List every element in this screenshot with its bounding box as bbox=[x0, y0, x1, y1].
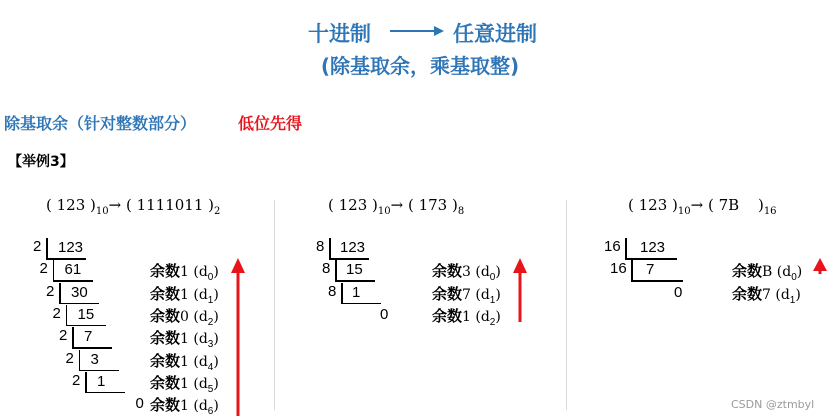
remainder-value: 1 (d bbox=[462, 308, 490, 325]
remainder-prefix: 余数 bbox=[432, 285, 463, 303]
quotient: 7 bbox=[84, 328, 93, 346]
remainder-prefix: 余数 bbox=[150, 285, 181, 303]
low-to-high-arrow-icon bbox=[230, 258, 246, 418]
division-bracket bbox=[79, 370, 119, 372]
quotient: 0 bbox=[135, 395, 144, 413]
digit-index: 5 bbox=[207, 383, 214, 395]
quotient: 15 bbox=[346, 261, 363, 279]
remainder-close: ) bbox=[213, 286, 219, 303]
remainder-prefix: 余数 bbox=[150, 307, 181, 325]
division-bracket bbox=[85, 392, 125, 394]
source-number: 123 bbox=[338, 196, 368, 214]
remainder-label bbox=[150, 350, 219, 373]
quotient: 123 bbox=[58, 239, 84, 256]
remainder-prefix: 余数 bbox=[432, 307, 463, 325]
remainder-value: 1 (d bbox=[180, 375, 208, 392]
remainder-close: ) bbox=[495, 264, 501, 281]
remainder-value: 1 (d bbox=[180, 286, 208, 303]
division-bracket bbox=[329, 238, 331, 258]
digit-index: 1 bbox=[207, 294, 214, 306]
digit-index: 0 bbox=[489, 272, 496, 284]
quotient: 123 bbox=[640, 239, 666, 256]
remainder-label bbox=[150, 394, 219, 417]
remainder-prefix: 余数 bbox=[150, 397, 181, 415]
section-title: 除基取余（针对整数部分） bbox=[4, 114, 197, 133]
division-bracket bbox=[341, 303, 381, 305]
division-bracket bbox=[66, 325, 106, 327]
result-number: 7B bbox=[718, 196, 740, 214]
result-base: 2 bbox=[214, 206, 221, 217]
digit-index: 4 bbox=[207, 361, 214, 373]
right-arrow-icon bbox=[388, 24, 446, 38]
title-to: 任意进制 bbox=[453, 22, 537, 46]
remainder-label bbox=[432, 305, 501, 328]
division-bracket bbox=[46, 238, 48, 258]
divisor: 8 bbox=[322, 260, 331, 278]
equation-octal: ( 123 )$_{10}\to$ ( 173 )$_8$ bbox=[328, 196, 465, 217]
division-bracket bbox=[625, 258, 677, 260]
division-bracket bbox=[46, 258, 86, 260]
result-base: 16 bbox=[763, 206, 777, 217]
remainder-close: ) bbox=[213, 331, 219, 348]
division-bracket bbox=[335, 260, 337, 280]
quotient: 30 bbox=[71, 283, 88, 301]
remainder-label bbox=[150, 283, 219, 306]
remainder-label bbox=[732, 260, 802, 283]
remainder-prefix: 余数 bbox=[150, 330, 181, 348]
divisor: 2 bbox=[52, 304, 61, 322]
division-bracket bbox=[341, 283, 343, 303]
result-number: 1111011 bbox=[136, 196, 204, 214]
remainder-value: 3 (d bbox=[462, 264, 490, 281]
watermark: CSDN @ztmbyl bbox=[731, 398, 815, 411]
result-number: 173 bbox=[418, 196, 448, 214]
low-to-high-arrow-icon bbox=[512, 258, 528, 324]
result-base: 8 bbox=[457, 206, 465, 217]
equation-hex: ( 123 )$_{10}\to$ ( 7B )$_{16}$ bbox=[628, 196, 777, 217]
remainder-value: 7 (d bbox=[762, 286, 790, 303]
remainder-value: 1 (d bbox=[180, 331, 208, 348]
remainder-close: ) bbox=[213, 264, 219, 281]
remainder-close: ) bbox=[795, 286, 801, 303]
remainder-close: ) bbox=[213, 375, 219, 392]
divisor: 2 bbox=[59, 327, 68, 345]
remainder-prefix: 余数 bbox=[732, 285, 763, 303]
remainder-value: B (d bbox=[762, 264, 792, 281]
division-bracket bbox=[329, 258, 369, 260]
remainder-label bbox=[150, 260, 219, 283]
remainder-label bbox=[432, 260, 501, 283]
remainder-close: ) bbox=[796, 264, 803, 281]
division-bracket bbox=[85, 372, 87, 392]
divisor: 16 bbox=[610, 260, 627, 278]
remainder-prefix: 余数 bbox=[432, 263, 463, 281]
section-note: 低位先得 bbox=[238, 114, 303, 133]
remainder-value: 1 (d bbox=[180, 353, 208, 370]
source-number: 123 bbox=[638, 196, 668, 214]
division-bracket bbox=[335, 280, 375, 282]
remainder-label bbox=[732, 283, 801, 306]
divisor: 2 bbox=[33, 238, 42, 255]
quotient: 0 bbox=[380, 305, 389, 323]
source-base: 10 bbox=[95, 206, 109, 217]
digit-index: 3 bbox=[207, 339, 214, 351]
remainder-label bbox=[150, 372, 219, 395]
divisor: 2 bbox=[72, 371, 81, 389]
column-divider bbox=[566, 200, 567, 410]
quotient: 1 bbox=[97, 372, 106, 390]
divisor: 8 bbox=[328, 282, 337, 300]
source-base: 10 bbox=[377, 206, 391, 217]
quotient: 0 bbox=[674, 283, 683, 301]
quotient: 7 bbox=[646, 261, 655, 279]
division-bracket bbox=[53, 260, 55, 280]
division-bracket bbox=[72, 327, 74, 347]
remainder-label bbox=[432, 283, 501, 306]
remainder-close: ) bbox=[213, 398, 219, 415]
remainder-prefix: 余数 bbox=[150, 374, 181, 392]
digit-index: 0 bbox=[207, 272, 214, 284]
division-bracket bbox=[631, 280, 683, 282]
quotient: 3 bbox=[90, 350, 99, 368]
digit-index: 2 bbox=[207, 316, 214, 328]
page-title bbox=[0, 14, 840, 50]
page-subtitle: (除基取余，乘基取整) bbox=[320, 54, 520, 78]
quotient: 1 bbox=[352, 283, 361, 301]
digit-index: 6 bbox=[207, 406, 214, 418]
remainder-close: ) bbox=[495, 308, 501, 325]
remainder-prefix: 余数 bbox=[150, 352, 181, 370]
example-label: 【举例3】 bbox=[8, 154, 74, 170]
title-from: 十进制 bbox=[308, 22, 371, 46]
division-bracket bbox=[72, 347, 112, 349]
division-bracket bbox=[59, 303, 99, 305]
remainder-close: ) bbox=[213, 353, 219, 370]
division-bracket bbox=[79, 350, 81, 370]
division-bracket bbox=[631, 260, 633, 280]
remainder-close: ) bbox=[213, 308, 219, 325]
remainder-label bbox=[150, 305, 219, 328]
column-divider bbox=[274, 200, 275, 410]
digit-index: 2 bbox=[489, 316, 496, 328]
division-bracket bbox=[59, 283, 61, 303]
remainder-value: 1 (d bbox=[180, 264, 208, 281]
division-bracket bbox=[625, 238, 627, 258]
digit-index: 1 bbox=[489, 294, 496, 306]
division-bracket bbox=[66, 305, 68, 325]
low-to-high-arrow-icon bbox=[812, 258, 828, 274]
digit-index: 1 bbox=[789, 294, 796, 306]
quotient: 123 bbox=[340, 239, 366, 256]
division-bracket bbox=[53, 280, 93, 282]
source-number: 123 bbox=[56, 196, 86, 214]
remainder-value: 0 (d bbox=[180, 308, 208, 325]
divisor: 2 bbox=[39, 260, 48, 278]
source-base: 10 bbox=[677, 206, 691, 217]
equation-binary: ( 123 )$_{10}\to$ ( 1111011 )$_2$ bbox=[46, 196, 221, 217]
remainder-prefix: 余数 bbox=[150, 263, 181, 281]
digit-index: 0 bbox=[791, 272, 797, 284]
remainder-value: 7 (d bbox=[462, 286, 490, 303]
remainder-prefix: 余数 bbox=[732, 263, 763, 281]
remainder-label bbox=[150, 327, 219, 350]
quotient: 61 bbox=[64, 261, 82, 279]
quotient: 15 bbox=[77, 305, 95, 323]
remainder-value: 1 (d bbox=[180, 398, 208, 415]
remainder-close: ) bbox=[495, 286, 501, 303]
divisor: 2 bbox=[46, 282, 55, 300]
divisor: 2 bbox=[65, 349, 74, 367]
divisor: 16 bbox=[604, 238, 621, 255]
divisor: 8 bbox=[316, 238, 325, 255]
